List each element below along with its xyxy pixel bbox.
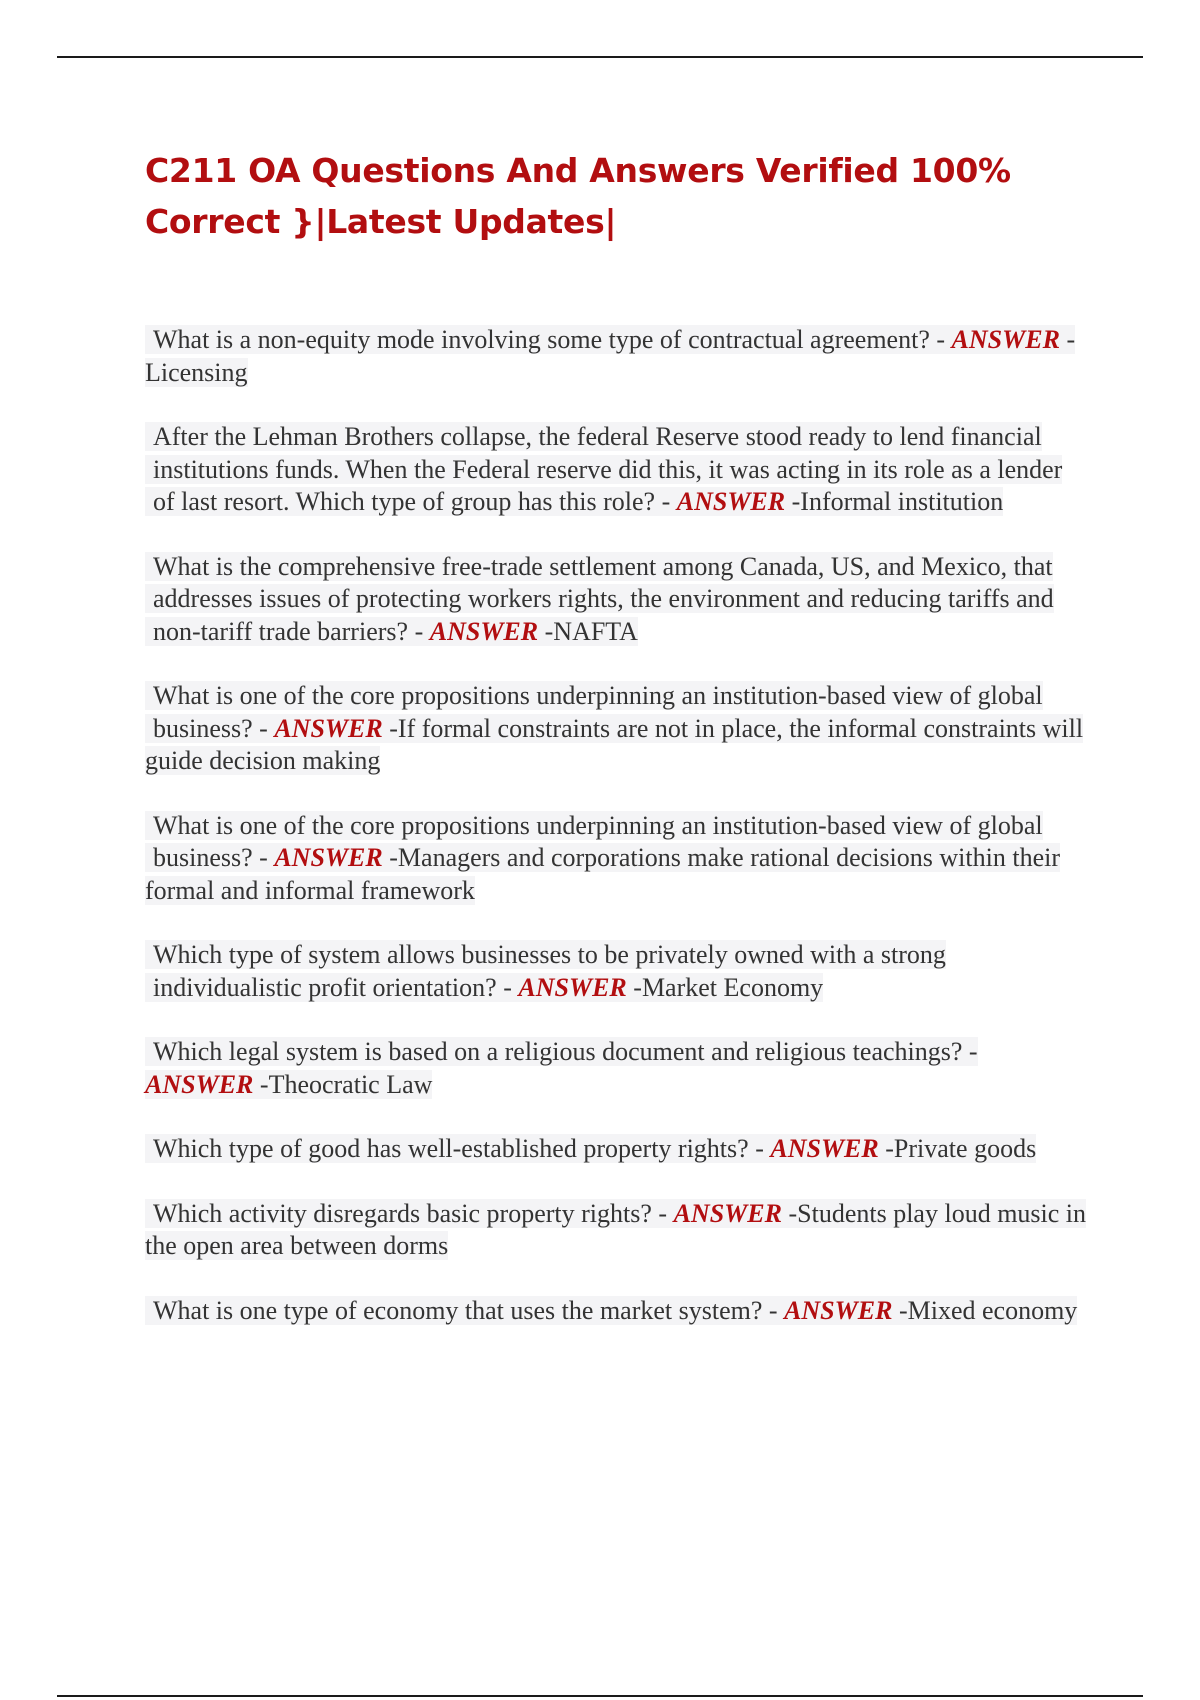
answer-label: ANSWER — [274, 843, 383, 872]
answer-text: Mixed economy — [907, 1295, 1078, 1325]
separator: - — [626, 972, 642, 1002]
answer-text: Informal institution — [800, 487, 1004, 516]
answer-text: Market Economy — [641, 972, 824, 1002]
answer-text: Private goods — [893, 1134, 1037, 1163]
answer-label: ANSWER — [429, 616, 539, 646]
separator: - — [781, 1198, 798, 1228]
qa-list — [145, 324, 1090, 1359]
bottom-rule — [57, 1695, 1143, 1697]
question-text: What is a non-equity mode involving some type of contractual agreement? — [145, 325, 930, 354]
separator: - — [748, 1134, 771, 1163]
question-text: Which legal system is based on a religious document and religious teachings? — [145, 1037, 962, 1066]
separator: - — [929, 325, 952, 354]
answer-label: ANSWER — [518, 972, 627, 1002]
qa-item — [145, 551, 1090, 649]
answer-text: Students play loud music in the open area between dorms — [145, 1198, 1087, 1260]
separator: - — [538, 616, 554, 646]
separator: - — [496, 972, 519, 1002]
answer-text: Licensing — [145, 357, 248, 387]
qa-item — [145, 324, 1090, 389]
question-text: After the Lehman Brothers collapse, the federal Reserve stood ready to lend financial institutions funds. When the Federal reserve did this, it was acting in its role as a lender of last resort. Which type of group has this role? — [145, 422, 1062, 516]
qa-item — [145, 1133, 1090, 1166]
question-text: Which activity disregards basic property rights? — [145, 1199, 652, 1228]
answer-text: NAFTA — [553, 616, 638, 646]
answer-text: Managers and corporations make rational decisions within their formal and informal framework — [145, 843, 1060, 905]
separator: - — [655, 487, 677, 516]
answer-label: ANSWER — [274, 713, 383, 743]
document-title: C211 OA Questions And Answers Verified 100% Correct }|Latest Updates| — [145, 151, 1011, 241]
question-text: What is one of the core propositions underpinning an institution-based view of global business? — [145, 811, 1043, 873]
separator: - — [785, 487, 801, 516]
answer-label: ANSWER — [676, 487, 786, 516]
separator: - — [1059, 325, 1076, 354]
question-text: What is one type of economy that uses the market system? — [145, 1296, 762, 1325]
separator: - — [253, 1069, 269, 1099]
answer-label: ANSWER — [145, 1069, 254, 1099]
answer-label: ANSWER — [673, 1198, 782, 1228]
separator: - — [892, 1295, 908, 1325]
answer-text: Theocratic Law — [268, 1069, 433, 1099]
answer-label: ANSWER — [951, 325, 1060, 354]
question-text: Which type of good has well-established property rights? — [145, 1134, 749, 1163]
separator: - — [762, 1295, 785, 1325]
answer-label: ANSWER — [770, 1134, 879, 1163]
qa-item — [145, 810, 1090, 908]
qa-item — [145, 1295, 1090, 1328]
separator: - — [962, 1037, 978, 1066]
qa-item — [145, 939, 1090, 1004]
question-text: What is one of the core propositions underpinning an institution-based view of global business? — [145, 681, 1043, 743]
qa-item — [145, 1036, 1090, 1101]
separator: - — [408, 616, 430, 646]
top-rule — [57, 56, 1143, 58]
question-text: What is the comprehensive free-trade settlement among Canada, US, and Mexico, that addresses issues of protecting workers rights, the environment and reducing tariffs and non-tariff trade barriers? — [145, 552, 1054, 646]
separator: - — [252, 843, 275, 872]
separator: - — [651, 1198, 674, 1228]
answer-label: ANSWER — [784, 1295, 893, 1325]
qa-item — [145, 1198, 1090, 1263]
separator: - — [382, 843, 398, 872]
question-text: Which type of system allows businesses to be privately owned with a strong individualistic profit orientation? — [145, 940, 946, 1002]
separator: - — [252, 713, 275, 743]
answer-text: If formal constraints are not in place, the informal constraints will guide decision making — [145, 713, 1084, 775]
qa-item — [145, 680, 1090, 778]
qa-item — [145, 421, 1090, 519]
separator: - — [382, 713, 398, 743]
separator: - — [878, 1134, 894, 1163]
